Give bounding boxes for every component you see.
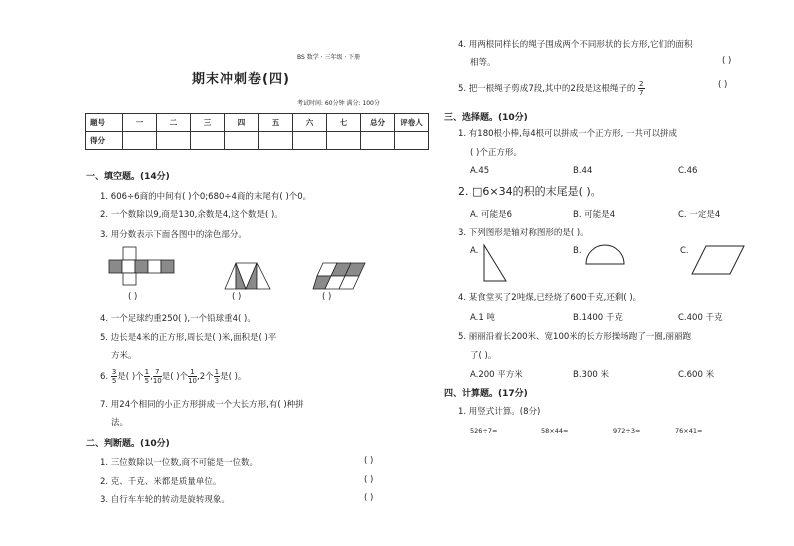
fraction-1-10 <box>188 368 197 385</box>
calc-item: 972÷3= <box>613 427 641 435</box>
numerator: 1 <box>144 368 150 376</box>
q6-text: 是( )个 <box>161 372 189 382</box>
calc-item: 76×41= <box>675 427 703 435</box>
score-cell[interactable] <box>327 132 361 150</box>
fraction-7-10 <box>153 368 162 385</box>
option-c[interactable]: C.46 <box>678 166 698 176</box>
s2-q2: 2. 克、千克、米都是质量单位。 <box>100 477 222 487</box>
s3-q1-line1: 1. 有180根小棒,每4根可以拼成一个正方形, 一共可以拼成 <box>458 129 678 139</box>
s3-q5-line2: 了( )。 <box>470 351 497 361</box>
score-cell[interactable] <box>225 132 259 150</box>
option-b[interactable]: B.1400 千克 <box>573 313 623 323</box>
score-table <box>85 113 429 150</box>
right-triangle-shape <box>482 243 508 283</box>
s2-q3-answer[interactable]: ( ) <box>364 493 374 503</box>
option-b[interactable]: B.44 <box>573 166 593 176</box>
score-table-header-row <box>86 114 429 132</box>
s2-q1: 1. 三位数除以一位数,商不可能是一位数。 <box>100 458 259 468</box>
numerator: 1 <box>188 368 197 377</box>
s2-q4-line1: 4. 用两根同样长的绳子围成两个不同形状的长方形,它们的面积 <box>458 40 693 50</box>
section-4-heading: 四、计算题。(17分) <box>444 389 528 399</box>
score-cell[interactable] <box>123 132 157 150</box>
parallelogram-shape <box>690 244 746 276</box>
option-a[interactable]: A. 可能是6 <box>470 210 512 220</box>
s2-q3: 3. 自行车车轮的转动是旋转现象。 <box>100 495 230 505</box>
option-c[interactable]: C. 一定是4 <box>678 210 721 220</box>
s1-q4: 4. 一个足球约重250( ),一个铅球重4( )。 <box>100 314 256 324</box>
s1-q3-answer-1[interactable]: ( ) <box>128 292 138 302</box>
s2-q5 <box>458 80 645 97</box>
option-b[interactable]: B.300 米 <box>573 370 609 380</box>
s1-q3-answer-3[interactable]: ( ) <box>322 292 332 302</box>
table-cell: 六 <box>293 114 327 132</box>
s1-q7-line1: 7. 用24个相同的小正方形拼成一个大长方形,有( )种拼 <box>100 400 304 410</box>
s2-q1-answer[interactable]: ( ) <box>364 456 374 466</box>
figure-triangles <box>224 262 272 290</box>
s1-q6 <box>100 368 246 385</box>
s4-q1: 1. 用竖式计算。(8分) <box>458 407 541 417</box>
page-title: 期末冲刺卷(四) <box>192 72 290 87</box>
s1-q2: 2. 一个数除以9,商是130,余数是4,这个数是( )。 <box>100 210 283 220</box>
s1-q5-line1: 5. 边长是4米的正方形,周长是( )米,面积是( )平 <box>100 333 277 343</box>
denominator: 5 <box>111 377 117 385</box>
calc-item: 58×44= <box>541 427 569 435</box>
score-cell[interactable] <box>259 132 293 150</box>
score-cell[interactable] <box>157 132 191 150</box>
calc-item: 526÷7= <box>470 427 498 435</box>
table-cell: 得分 <box>86 132 123 150</box>
table-cell: 五 <box>259 114 293 132</box>
s2-q2-answer[interactable]: ( ) <box>364 475 374 485</box>
fraction-2-7 <box>638 80 644 97</box>
q6-number: 6. <box>100 372 109 382</box>
numerator: 1 <box>214 368 220 376</box>
table-cell: 四 <box>225 114 259 132</box>
semicircle-shape <box>584 244 626 266</box>
s3-q5-line1: 5. 丽丽沿着长200米、宽100米的长方形操场跑了一圈,丽丽跑 <box>458 332 691 342</box>
denominator: 5 <box>144 377 150 385</box>
table-cell: 三 <box>191 114 225 132</box>
q6-text: 是( )个 <box>117 372 144 382</box>
table-cell: 七 <box>327 114 361 132</box>
denominator: 7 <box>639 89 644 97</box>
s3-q1-line2: ( )个正方形。 <box>470 148 522 158</box>
table-cell: 评卷人 <box>395 114 429 132</box>
option-c[interactable]: C.600 米 <box>678 370 715 380</box>
option-c[interactable]: C. <box>680 246 689 256</box>
numerator: 7 <box>153 368 162 377</box>
q6-text: ,2个 <box>197 372 214 382</box>
option-a[interactable]: A.200 平方米 <box>470 370 523 380</box>
s2-q5-text: 5. 把一根绳子剪成7段,其中的2段是这根绳子的 <box>458 84 636 94</box>
option-c[interactable]: C.400 千克 <box>678 313 723 323</box>
score-cell[interactable] <box>191 132 225 150</box>
figure-squares-net <box>108 246 176 286</box>
table-cell: 总分 <box>361 114 395 132</box>
s1-q7-line2: 法。 <box>111 418 129 428</box>
q6-text: , <box>150 372 153 382</box>
section-1-heading: 一、填空题。(14分) <box>86 172 170 182</box>
table-cell: 一 <box>123 114 157 132</box>
table-cell: 二 <box>157 114 191 132</box>
s2-q4-answer[interactable]: ( ) <box>722 56 732 66</box>
s3-q2: 2. □6×34的积的末尾是( )。 <box>458 185 602 198</box>
option-b[interactable]: B. 可能是4 <box>573 210 616 220</box>
option-a[interactable]: A. <box>470 246 479 256</box>
option-b[interactable]: B. <box>573 246 582 256</box>
s1-q5-line2: 方米。 <box>111 351 137 361</box>
s1-q3-answer-2[interactable]: ( ) <box>232 292 242 302</box>
s1-q1: 1. 606÷6商的中间有( )个0;680÷4商的末尾有( )个0。 <box>100 192 312 202</box>
figure-parallelogram-grid <box>312 262 366 290</box>
option-a[interactable]: A.1 吨 <box>470 313 495 323</box>
q6-text: 是( )。 <box>220 372 247 382</box>
denominator: 10 <box>188 377 197 385</box>
score-cell[interactable] <box>395 132 429 150</box>
s3-q4: 4. 某食堂买了2吨煤,已经烧了600千克,还剩( )。 <box>458 293 642 303</box>
table-cell: 题号 <box>86 114 123 132</box>
denominator: 10 <box>152 377 162 385</box>
exam-meta: 考试时间: 60分钟 满分: 100分 <box>297 100 380 107</box>
score-cell[interactable] <box>293 132 327 150</box>
numerator: 2 <box>639 80 644 88</box>
s3-q3: 3. 下列图形是轴对称图形的是( )。 <box>458 228 589 238</box>
denominator: 3 <box>214 377 220 385</box>
score-cell[interactable] <box>361 132 395 150</box>
numerator: 3 <box>111 368 117 376</box>
s2-q5-answer[interactable]: ( ) <box>718 80 728 90</box>
score-table-score-row <box>86 132 429 150</box>
s2-q4-line2: 相等。 <box>470 58 496 68</box>
option-a[interactable]: A.45 <box>470 166 490 176</box>
series-label: BS 数学 · 三年级 · 下册 <box>297 54 361 61</box>
section-2-heading: 二、判断题。(10分) <box>86 439 170 449</box>
section-3-heading: 三、选择题。(10分) <box>444 113 528 123</box>
s1-q3: 3. 用分数表示下面各图中的涂色部分。 <box>100 230 247 240</box>
